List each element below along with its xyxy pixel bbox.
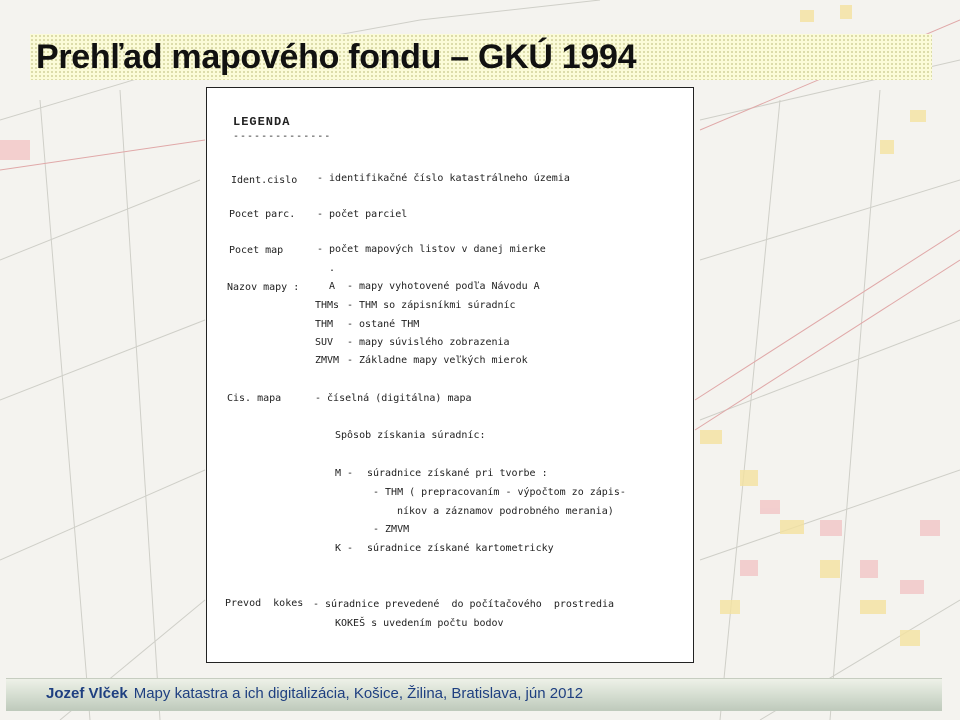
entry-key-cis-mapa: Cis. mapa [227,393,282,404]
map-desc-suv: - mapy súvislého zobrazenia [347,337,510,348]
footer [46,685,583,702]
method-m-code: M - [335,468,354,479]
method-k-code: K - [335,543,354,554]
footer-text: Mapy katastra a ich digitalizácia, Košice, Žilina, Bratislava, jún 2012 [133,685,584,702]
map-desc-zmvm: - Základne mapy veľkých mierok [347,355,528,366]
method-m-sub1: - THM ( prepracovaním - výpočtom zo zápis- [373,487,626,498]
entry-line2-prevod: KOKEŠ s uvedením počtu bodov [335,618,504,629]
entry-desc-ident: - identifikačné číslo katastrálneho územia [317,173,570,184]
method-m-sub1b: níkov a záznamov podrobného merania) [397,506,614,517]
entry-key-ident: Ident.cislo [231,175,298,186]
map-code-thm: THM [315,319,334,330]
method-heading: Spôsob získania súradníc: [335,430,486,441]
slide-title: Prehľad mapového fondu – GKÚ 1994 [36,38,637,76]
method-m-sub2: - ZMVM [373,524,410,535]
entry-desc-pocet-map: - počet mapových listov v danej mierke [317,244,546,255]
legend-underline: -------------- [233,131,332,142]
entry-key-pocet-map: Pocet map [229,245,284,256]
map-desc-a: - mapy vyhotovené podľa Návodu A [347,281,540,292]
map-code-a: A [329,281,336,292]
method-m-desc: súradnice získané pri tvorbe : [367,468,548,479]
stray-dot: . [329,263,336,274]
entry-desc-prevod: - súradnice prevedené do počítačového prostredia [313,599,615,610]
method-k-desc: súradnice získané kartometricky [367,543,554,554]
map-code-thms: THMs [315,300,340,311]
map-desc-thms: - THM so zápisníkmi súradníc [347,300,516,311]
legend-heading: LEGENDA [233,115,291,129]
entry-desc-pocet-parc: - počet parciel [317,209,408,220]
entry-desc-cis-mapa: - číselná (digitálna) mapa [315,393,472,404]
map-code-zmvm: ZMVM [315,355,340,366]
entry-key-nazov-mapy: Nazov mapy : [227,282,300,293]
entry-key-pocet-parc: Pocet parc. [229,209,296,220]
entry-key-prevod: Prevod kokes [225,598,304,609]
map-code-suv: SUV [315,337,334,348]
scanned-legend-document [206,87,694,663]
footer-author: Jozef Vlček [46,685,128,702]
map-desc-thm: - ostané THM [347,319,420,330]
